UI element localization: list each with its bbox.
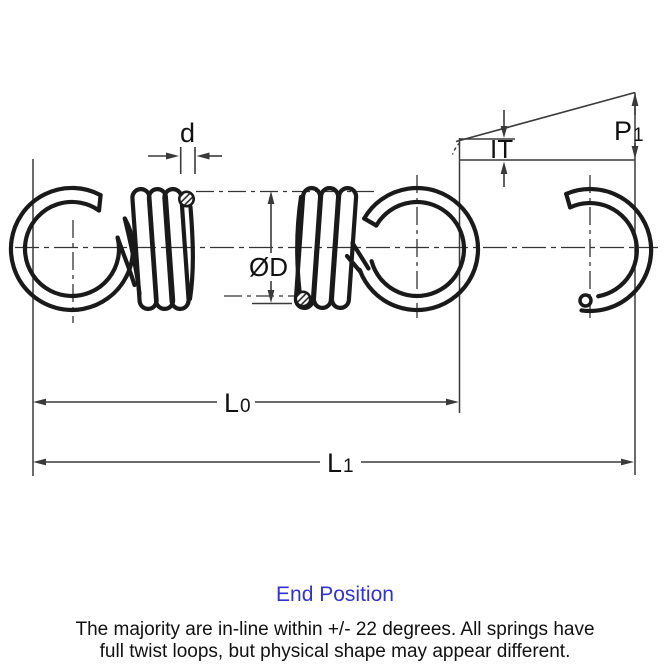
initial-tension-label: IT [490,134,514,164]
p1-arrow-bottom-head [632,146,639,159]
p1-arrow-top-head [632,93,639,107]
l0-arrow-right-head [446,399,459,406]
caption-title: End Position [276,583,394,606]
p1-label-main: P [614,116,633,146]
l0-label-main: L [224,388,240,418]
dim-length-l0 [33,388,459,418]
spring-end-view [566,189,651,311]
spring-left [11,188,194,310]
middle-hook-wire-cap [364,219,376,226]
wire-cross-section [179,192,193,206]
caption-line2: full twist loops, but physical shape may appear different. [99,641,571,662]
dim-load-p1 [614,93,644,160]
d-arrow-right-head [197,153,210,160]
d-arrow-left-head [166,153,179,160]
caption-line1: The majority are in-line within +/- 22 degrees. All springs have [75,619,595,640]
end-hook-inner-arc [570,203,637,296]
spring-middle [295,188,478,310]
l1-arrow-right-head [621,459,634,466]
l1-label-main: L [327,448,343,478]
middle-hook-inner-arc [372,202,464,296]
l0-label-sub: 0 [240,396,251,417]
l1-label-sub: 1 [343,456,354,477]
end-hook-wire-cap [566,194,570,208]
end-hook-wire-tip [580,295,591,306]
left-hook-inner-arc [25,202,119,296]
dim-wire-diameter [148,118,222,174]
coil-end-wire [190,207,193,299]
middle-hook-outer-arc [360,188,478,310]
p1-label-sub: 1 [633,125,644,146]
wire-cross-section [296,292,310,306]
left-hook-outer-arc [11,188,133,310]
dim-initial-tension [490,110,513,187]
pitch-slope-line [456,93,635,142]
outer-diameter-label: ØD [249,252,288,282]
left-hook-wire-cap [99,195,101,210]
dim-length-l1 [33,448,634,478]
wire-diameter-label: d [180,118,196,148]
